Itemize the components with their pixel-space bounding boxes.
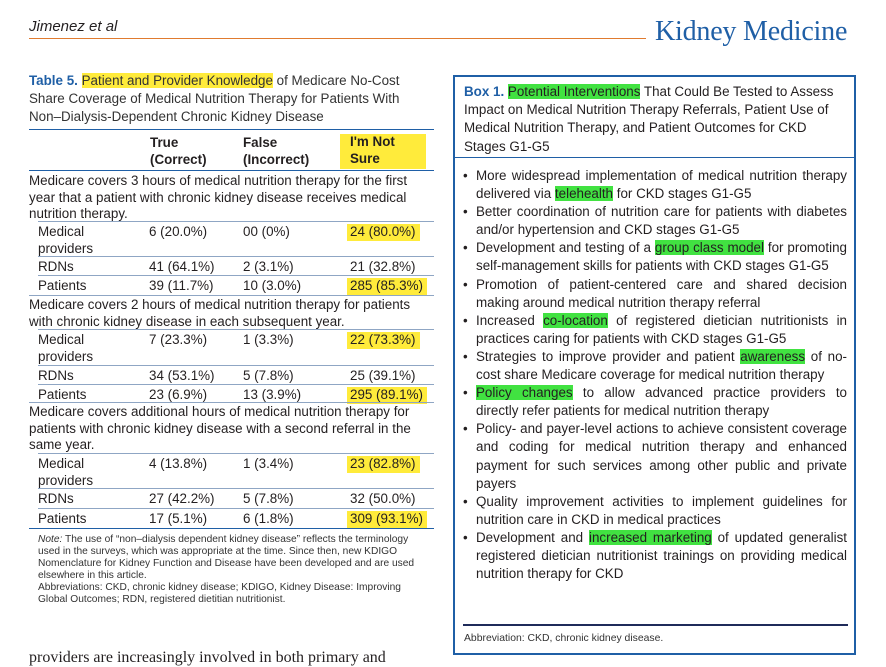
cell-true: 34 (53.1%): [149, 368, 215, 383]
table-question: Medicare covers additional hours of medical nutrition therapy for patients with chronic kidney disease with a second referral in the same year.: [29, 404, 411, 453]
row-divider: [38, 365, 434, 366]
row-group-label: Medical providers: [38, 332, 94, 364]
table-title-highlight: Patient and Provider Knowledge: [81, 73, 273, 88]
item-text-after: of registered dietician nutritionists in practices caring for patients with CKD stages G1-G5: [476, 312, 847, 346]
cell-false: 6 (1.8%): [243, 511, 294, 526]
table-caption: [29, 72, 434, 125]
item-text: More widespread implementation of medical nutrition therapy delivered via: [476, 168, 847, 202]
cell-true: 39 (11.7%): [149, 278, 214, 293]
column-header-true-line1: True: [150, 135, 179, 150]
cell-not-sure: 25 (39.1%): [350, 368, 416, 383]
row-group-label: Patients: [38, 387, 87, 402]
header-rule: [29, 38, 646, 39]
body-paragraph-fragment: providers are increasingly involved in both primary and: [29, 649, 386, 666]
bullet-icon: •: [463, 385, 468, 401]
intervention-item: [463, 384, 847, 420]
cell-false: 5 (7.8%): [243, 368, 294, 383]
cell-false: 5 (7.8%): [243, 491, 294, 506]
intervention-item: [463, 348, 847, 384]
cell-not-sure: 22 (73.3%): [347, 332, 420, 349]
box-title-rule: [455, 157, 854, 158]
box-title: [464, 83, 849, 156]
cell-not-sure: 295 (89.1%): [347, 387, 427, 404]
bullet-icon: •: [463, 168, 468, 183]
table-footnote: [38, 534, 428, 607]
item-highlight: Policy changes: [476, 385, 573, 401]
journal-logo-text: Kidney Medicine: [655, 16, 848, 47]
item-text-after: for CKD stages G1-G5: [613, 186, 752, 202]
cell-true: 27 (42.2%): [149, 491, 215, 506]
table-label: Table 5.: [29, 73, 78, 88]
row-divider: [38, 275, 434, 276]
box-label: Box 1.: [464, 84, 505, 99]
table-bottom-rule: [29, 528, 434, 529]
item-text-after: of no-cost share Medicare coverage for medical nutrition therapy: [476, 348, 847, 383]
table-top-rule: [29, 129, 434, 130]
item-highlight: group class model: [654, 240, 764, 256]
section-divider: [29, 295, 434, 296]
row-divider: [38, 508, 434, 509]
row-divider: [38, 221, 434, 222]
cell-not-sure: 21 (32.8%): [350, 259, 416, 274]
table-abbreviations: Abbreviations: CKD, chronic kidney disease; KDIGO, Kidney Disease: Improving Global Outcomes; RDN, registered dietitian nutritionist.: [38, 582, 401, 606]
item-text-after: of updated generalist registered dietician nutritionist trainings on providing medical nutrition therapy for CKD: [476, 529, 847, 582]
table-title-rest: of Medicare No-Cost Share Coverage of Medical Nutrition Therapy for Patients With Non–Dialysis-Dependent Chronic Kidney Disease: [29, 73, 400, 124]
bullet-icon: •: [463, 493, 468, 509]
intervention-item: [463, 529, 847, 583]
row-group-label: Medical providers: [38, 456, 94, 488]
cell-true: 6 (20.0%): [149, 224, 208, 239]
note-label: Note:: [38, 534, 63, 545]
cell-true: 17 (5.1%): [149, 511, 208, 526]
item-text: Increased: [476, 312, 535, 328]
row-divider: [38, 329, 434, 330]
cell-not-sure: 285 (85.3%): [347, 278, 427, 295]
item-highlight: co-location: [543, 312, 608, 328]
row-group-label: Patients: [38, 278, 87, 293]
bullet-icon: •: [463, 529, 468, 545]
cell-not-sure: 23 (82.8%): [347, 456, 420, 473]
bullet-icon: •: [463, 240, 468, 256]
column-header-true-line2: (Correct): [150, 151, 207, 167]
row-group-label: Medical providers: [38, 224, 94, 256]
item-highlight: awareness: [740, 348, 806, 364]
cell-false: 10 (3.0%): [243, 278, 302, 293]
item-text: Policy- and payer-level actions to achieve consistent coverage and coding for medical nutrition therapy and enhanced payment for such services among other public and private payers: [476, 421, 847, 491]
item-text: Promotion of patient-centered care and shared decision making around medical nutrition therapy referral: [476, 276, 847, 310]
cell-true: 41 (64.1%): [149, 259, 215, 274]
bullet-icon: •: [463, 312, 468, 328]
cell-true: 7 (23.3%): [149, 332, 208, 347]
cell-true: 23 (6.9%): [149, 387, 208, 402]
bullet-icon: •: [463, 204, 468, 220]
table-question: Medicare covers 2 hours of medical nutrition therapy for patients with chronic kidney disease in each subsequent year.: [29, 297, 411, 329]
intervention-item: [463, 276, 847, 312]
section-divider: [29, 402, 434, 403]
cell-not-sure: 24 (80.0%): [347, 224, 420, 241]
box-title-highlight: Potential Interventions: [507, 84, 641, 99]
row-group-label: RDNs: [38, 259, 74, 274]
item-text: Quality improvement activities to implement guidelines for nutrition care in CKD in medical practices: [476, 493, 847, 527]
item-text: Development and testing of a: [476, 240, 651, 256]
cell-false: 13 (3.9%): [243, 387, 302, 402]
table-note: [38, 534, 428, 582]
column-header-not-sure: [340, 134, 426, 169]
box-bottom-rule: [463, 624, 848, 626]
intervention-item: [463, 312, 847, 348]
bullet-icon: •: [463, 276, 468, 292]
intervention-item: [463, 493, 847, 529]
running-header-author: Jimenez et al: [29, 18, 118, 35]
cell-not-sure: 32 (50.0%): [350, 491, 416, 506]
cell-false: 2 (3.1%): [243, 259, 294, 274]
column-header-true: [150, 135, 207, 168]
bullet-icon: •: [463, 421, 468, 437]
intervention-item: [463, 239, 847, 275]
cell-not-sure: 309 (93.1%): [347, 511, 427, 528]
bullet-icon: •: [463, 348, 468, 364]
row-divider: [38, 453, 434, 454]
column-header-not-sure-line1: I'm Not: [350, 134, 395, 149]
row-divider: [38, 488, 434, 489]
box-abbreviation: Abbreviation: CKD, chronic kidney disease.: [464, 633, 664, 644]
column-header-not-sure-line2: Sure: [350, 150, 380, 166]
column-header-false-line1: False: [243, 135, 278, 150]
item-highlight: increased marketing: [589, 529, 712, 545]
item-text-after: to allow advanced practice providers to directly refer patients for medical nutrition therapy: [476, 385, 847, 419]
row-group-label: RDNs: [38, 491, 74, 506]
note-text: The use of “non–dialysis dependent kidney disease” reflects the terminology used in the surveys, which was appropriate at the time. Since then, new KDIGO Nomenclature for Kidney Function and Disease have been developed and are used elsewhere in this article.: [38, 534, 415, 582]
item-text: Development and: [476, 529, 584, 545]
row-group-label: RDNs: [38, 368, 74, 383]
row-group-label: Patients: [38, 511, 87, 526]
intervention-item: [463, 203, 847, 239]
item-highlight: telehealth: [554, 186, 613, 202]
row-divider: [38, 384, 434, 385]
cell-false: 1 (3.4%): [243, 456, 294, 471]
cell-false: 1 (3.3%): [243, 332, 294, 347]
table-question: Medicare covers 3 hours of medical nutrition therapy for the first year that a patient with chronic kidney disease receives medical nutrition therapy.: [29, 173, 408, 222]
column-header-false-line2: (Incorrect): [243, 151, 310, 167]
table-header-rule: [29, 170, 434, 171]
intervention-item: [463, 167, 847, 203]
column-header-false: [243, 135, 309, 168]
row-divider: [38, 256, 434, 257]
item-text-after: for promoting self-management skills for patients with CKD stages G1-G5: [476, 240, 847, 274]
intervention-list: [463, 167, 847, 583]
cell-false: 00 (0%): [243, 224, 290, 239]
box-potential-interventions: [453, 75, 856, 655]
box-title-rest: That Could Be Tested to Assess Impact on Medical Nutrition Therapy Referrals, Patient Use of Medical Nutrition Therapy, and Patient Outcomes for CKD Stages G1-G5: [464, 84, 834, 154]
item-text: Strategies to improve provider and patient: [476, 348, 735, 364]
item-text: Better coordination of nutrition care for patients with diabetes and/or hypertension and CKD stages G1-G5: [476, 204, 847, 238]
cell-true: 4 (13.8%): [149, 456, 208, 471]
intervention-item: [463, 420, 847, 492]
